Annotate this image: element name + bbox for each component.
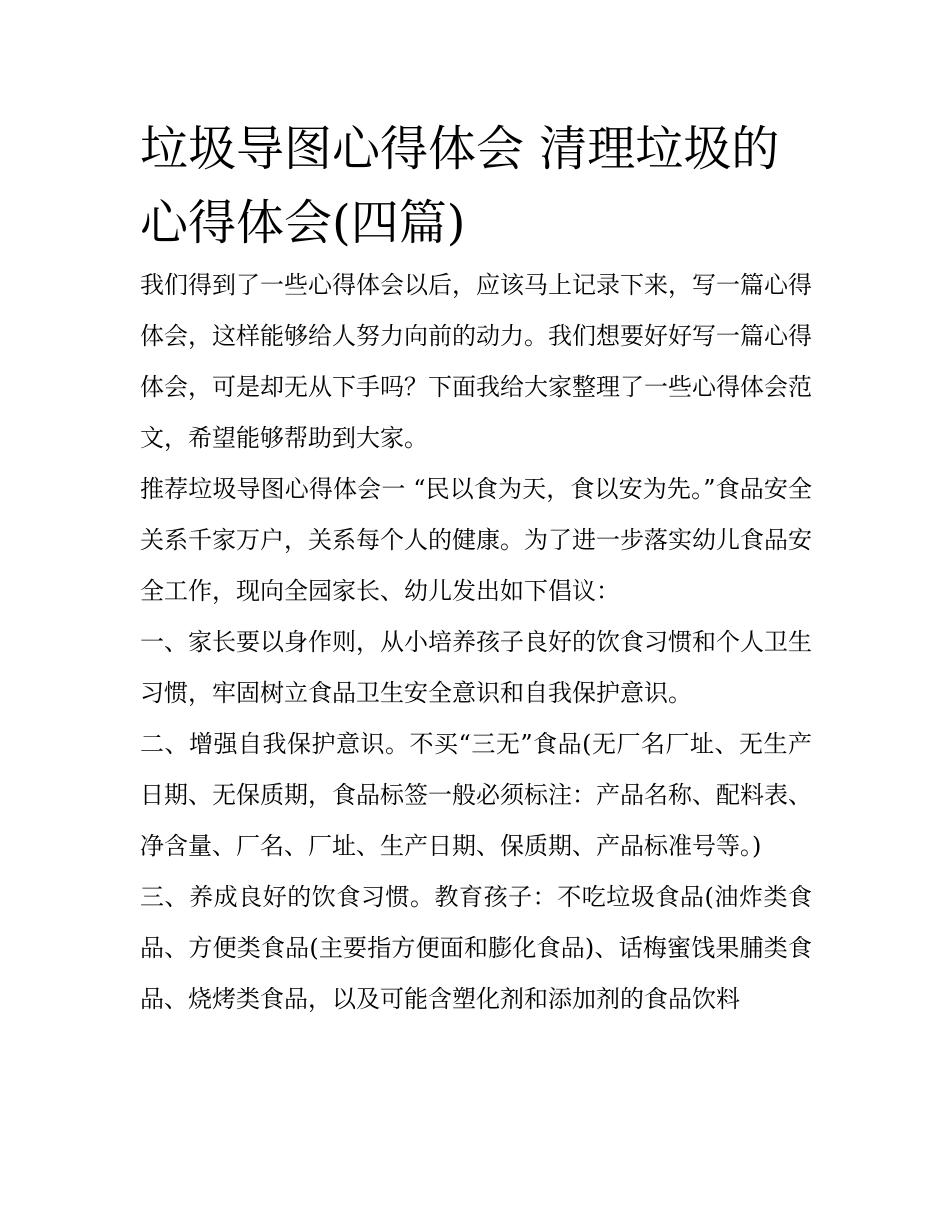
document-page (140, 112, 812, 1025)
document-body (140, 260, 812, 1025)
document-title: 垃圾导图心得体会 清理垃圾的心得体会(四篇) (140, 121, 780, 251)
paragraph-item-1: 一、家长要以身作则，从小培养孩子良好的饮食习惯和个人卫生习惯，牢固树立食品卫生安全意识和自我保护意识。 (140, 628, 812, 707)
paragraph-item-2: 二、增强自我保护意识。不买“三无”食品(无厂名厂址、无生产日期、无保质期，食品标签一般必须标注：产品名称、配料表、净含量、厂名、厂址、生产日期、保质期、产品标准号等。) (140, 730, 812, 860)
paragraph-item-3: 三、养成良好的饮食习惯。教育孩子：不吃垃圾食品(油炸类食品、方便类食品(主要指方便面和膨化食品)、话梅蜜饯果脯类食品、烧烤类食品，以及可能含塑化剂和添加剂的食品饮料 (140, 883, 812, 1013)
paragraph-intro: 我们得到了一些心得体会以后，应该马上记录下来，写一篇心得体会，这样能够给人努力向前的动力。我们想要好好写一篇心得体会，可是却无从下手吗？下面我给大家整理了一些心得体会范文，希望能够帮助到大家。 (140, 271, 812, 452)
paragraph-proposal: 推荐垃圾导图心得体会一 “民以食为天，食以安为先。”食品安全关系千家万户，关系每个人的健康。为了进一步落实幼儿食品安全工作，现向全园家长、幼儿发出如下倡议： (140, 475, 812, 605)
